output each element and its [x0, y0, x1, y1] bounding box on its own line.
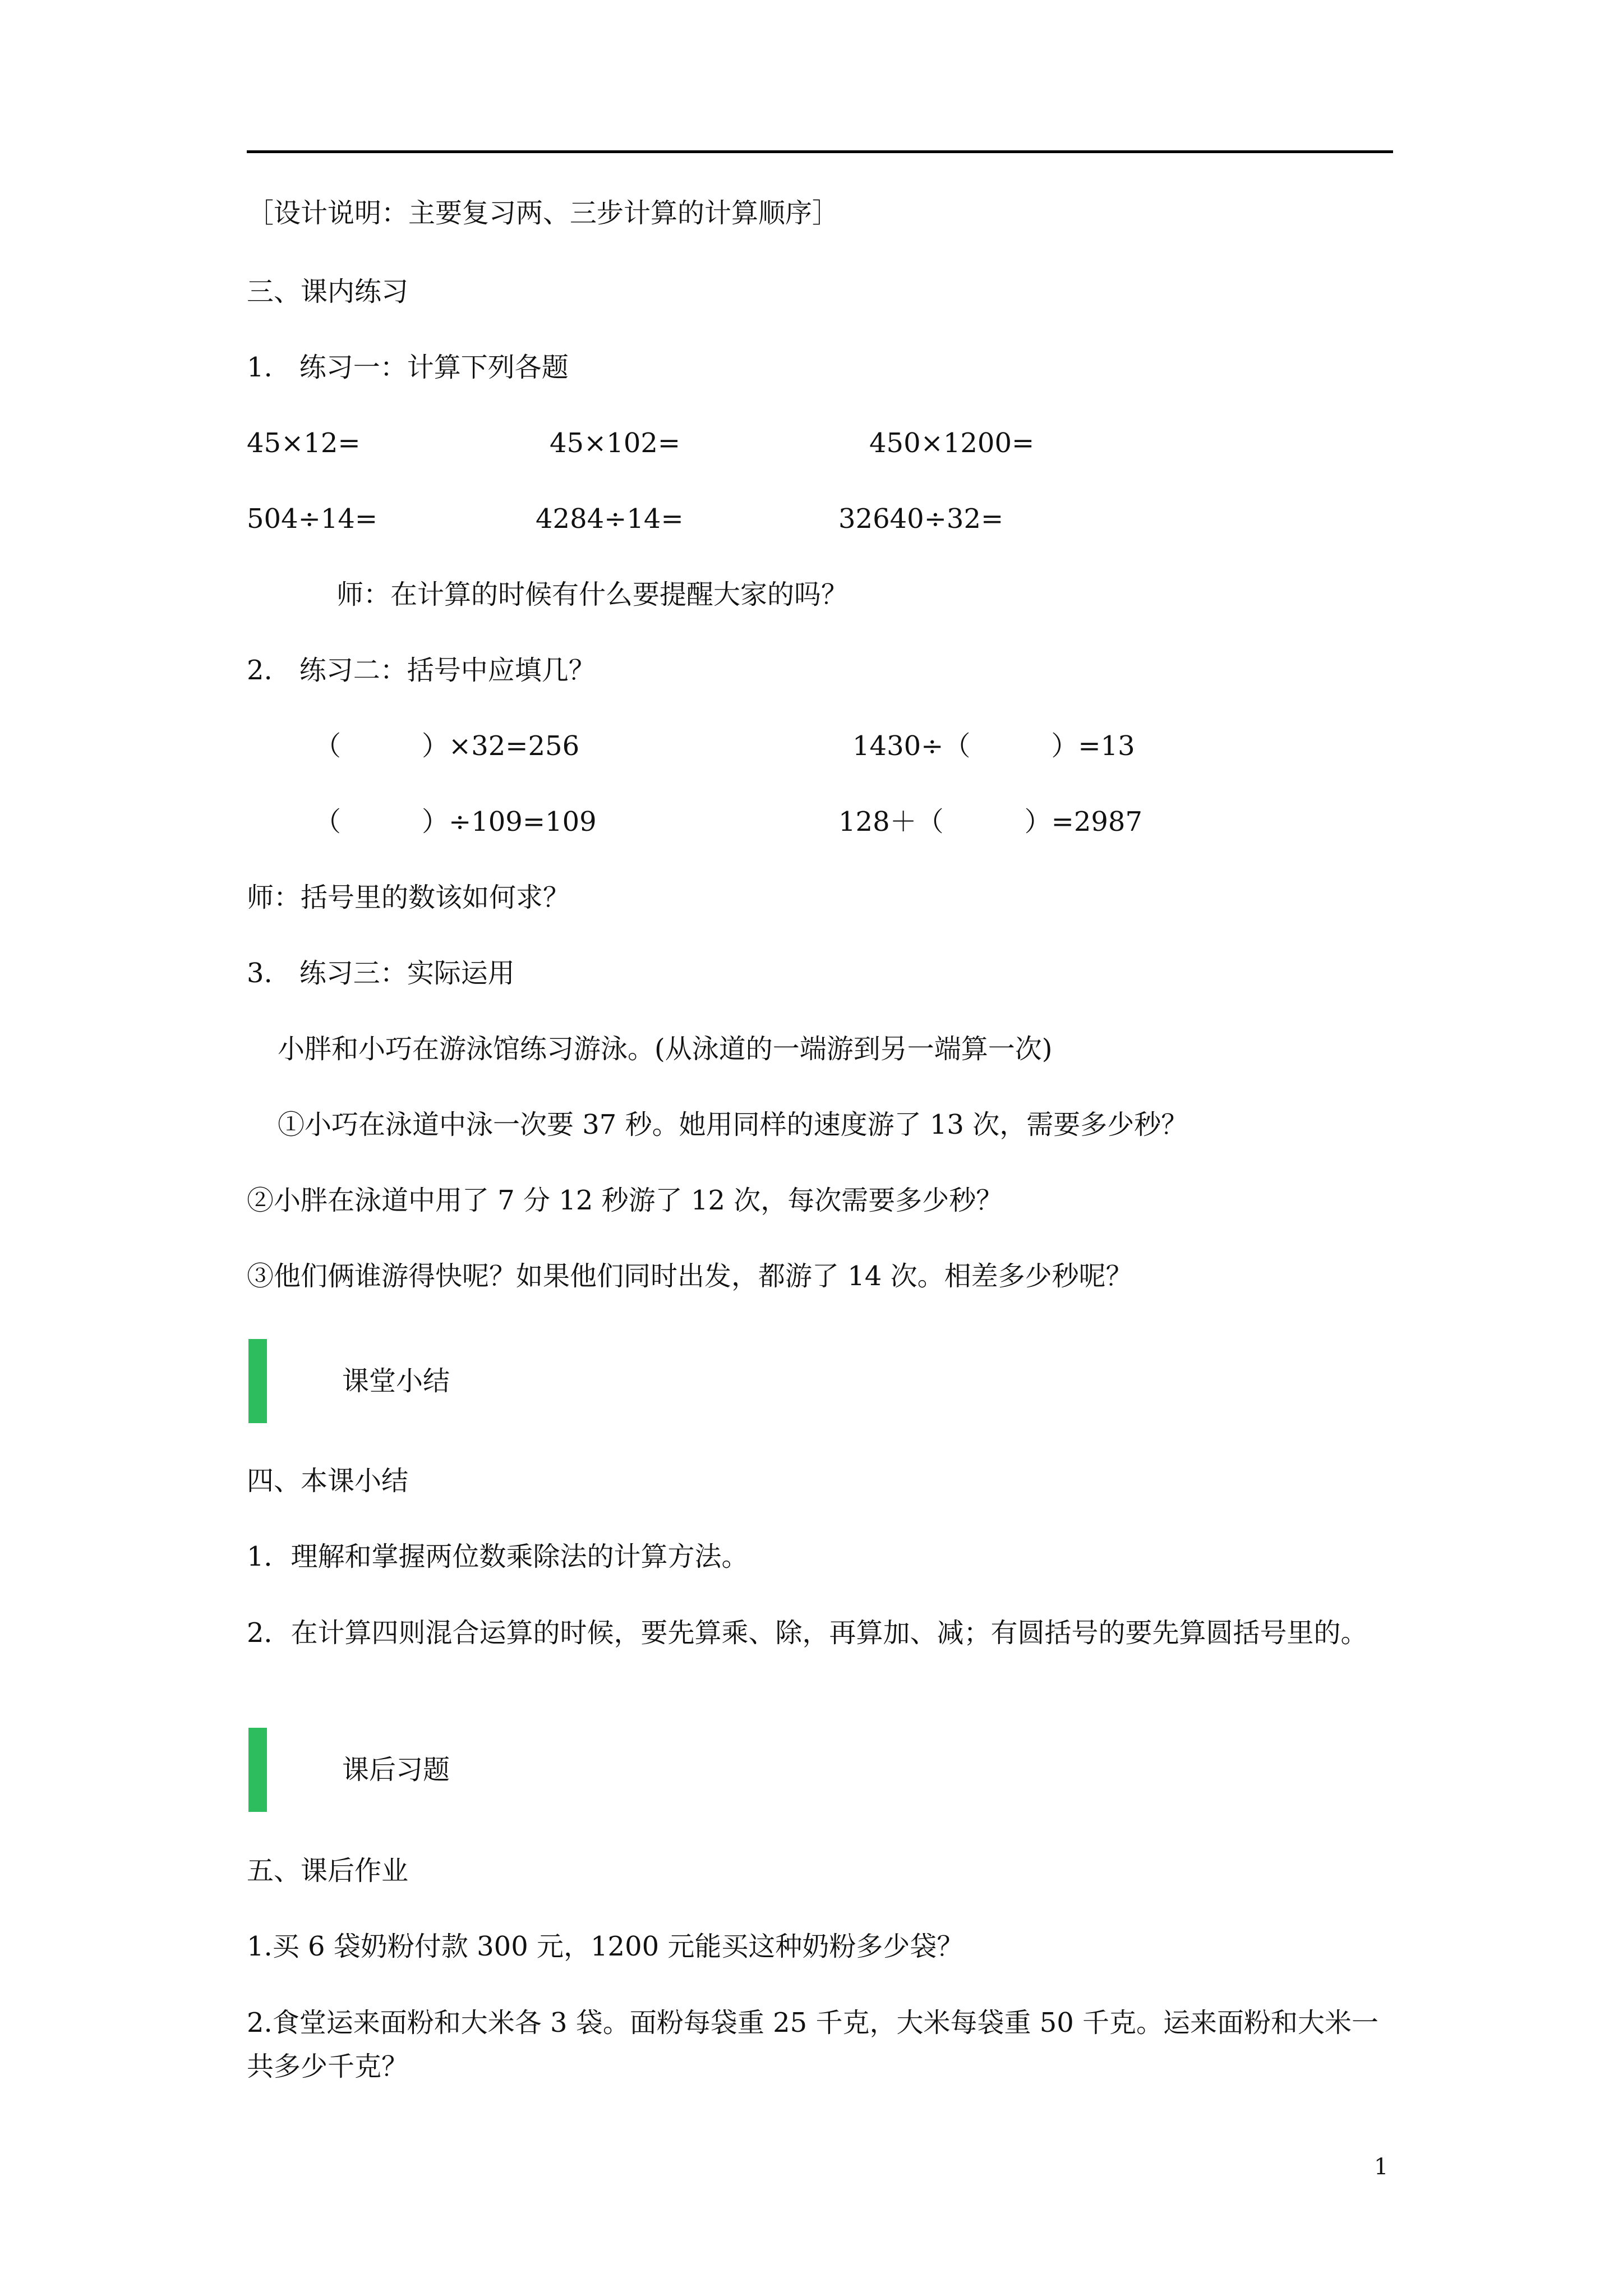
ex1-item-6: 32640÷32=	[838, 503, 1004, 535]
ex2-item-4: 128＋（ ）=2987	[838, 806, 1142, 838]
ex2-item-3: （ ）÷109=109	[314, 806, 597, 838]
ex1-item-5: 4284÷14=	[536, 503, 684, 535]
ex3-title: 3. 练习三：实际运用	[247, 958, 515, 989]
section-banner-bar	[248, 1339, 267, 1423]
ex2-item-1: （ ）×32=256	[314, 730, 580, 762]
ex1-item-1: 45×12=	[247, 427, 361, 459]
ex3-intro: 小胖和小巧在游泳馆练习游泳。(从泳道的一端游到另一端算一次)	[278, 1033, 1053, 1065]
ex2-item-2: 1430÷（ ）=13	[852, 730, 1135, 762]
ex1-teacher-prompt: 师：在计算的时候有什么要提醒大家的吗？	[336, 579, 849, 610]
ex1-title: 1. 练习一：计算下列各题	[247, 352, 569, 383]
ex2-teacher-prompt: 师：括号里的数该如何求？	[247, 882, 570, 913]
ex3-question-2: ②小胖在泳道中用了 7 分 12 秒游了 12 次，每次需要多少秒？	[247, 1185, 1003, 1216]
section-banner-summary: 课堂小结	[342, 1365, 450, 1397]
page-number: 1	[1374, 2154, 1389, 2180]
ex3-question-1: ①小巧在泳道中泳一次要 37 秒。她用同样的速度游了 13 次，需要多少秒？	[278, 1109, 1188, 1140]
ex1-item-4: 504÷14=	[247, 503, 378, 535]
section4-title: 四、本课小结	[247, 1465, 409, 1497]
header-rule	[247, 150, 1393, 153]
homework-1: 1.买 6 袋奶粉付款 300 元，1200 元能买这种奶粉多少袋？	[247, 1931, 964, 1962]
summary-point-2: 2．在计算四则混合运算的时候，要先算乘、除，再算加、减；有圆括号的要先算圆括号里的。	[247, 1617, 1368, 1649]
homework-2: 2.食堂运来面粉和大米各 3 袋。面粉每袋重 25 千克，大米每袋重 50 千克。运来面粉和大米一共多少千克？	[247, 2007, 1379, 2082]
design-note: ［设计说明：主要复习两、三步计算的计算顺序］	[247, 197, 840, 229]
ex2-title: 2. 练习二：括号中应填几？	[247, 655, 596, 686]
section-banner-homework: 课后习题	[342, 1754, 450, 1786]
section3-title: 三、课内练习	[247, 276, 409, 307]
summary-point-1: 1．理解和掌握两位数乘除法的计算方法。	[247, 1541, 749, 1572]
ex3-question-3: ③他们俩谁游得快呢？如果他们同时出发，都游了 14 次。相差多少秒呢？	[247, 1260, 1133, 1292]
section-banner-bar	[248, 1728, 267, 1812]
ex1-item-2: 45×102=	[550, 427, 681, 459]
ex1-item-3: 450×1200=	[869, 427, 1035, 459]
section5-title: 五、课后作业	[247, 1855, 409, 1887]
